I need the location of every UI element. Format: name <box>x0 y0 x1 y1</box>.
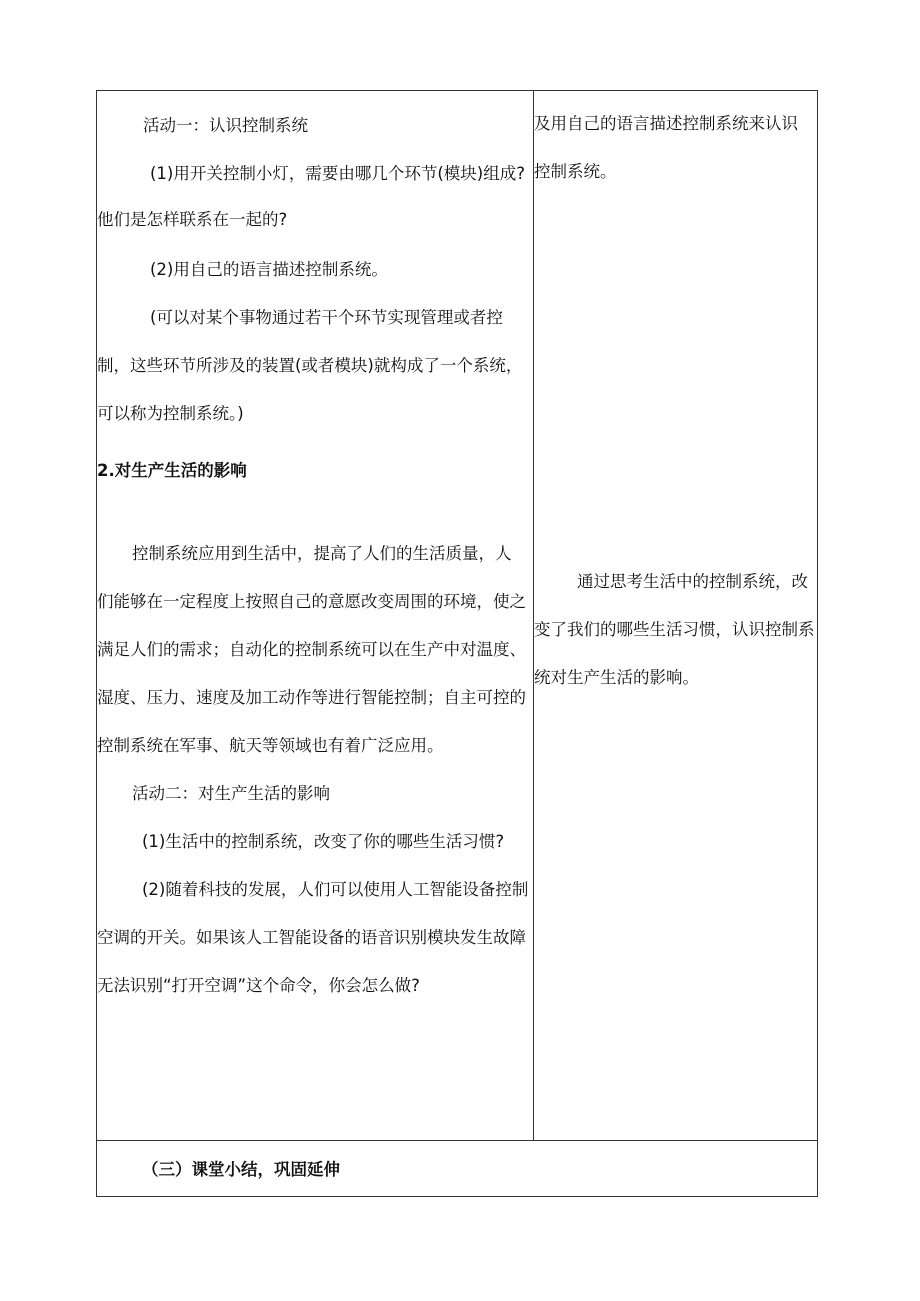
row-divider <box>97 1140 817 1141</box>
left-line-6: 制，这些环节所涉及的装置(或者模块)就构成了一个系统， <box>97 356 523 375</box>
left-line-3: 他们是怎样联系在一起的? <box>97 210 288 229</box>
left-line-14: 活动二：对生产生活的影响 <box>132 784 330 803</box>
left-line-10: 们能够在一定程度上按照自己的意愿改变周围的环境，使之 <box>97 592 526 611</box>
column-divider <box>533 91 534 1140</box>
right-line-2: 控制系统。 <box>534 162 617 181</box>
left-line-1: 活动一：认识控制系统 <box>143 116 308 135</box>
right-line-3: 通过思考生活中的控制系统，改 <box>577 572 808 591</box>
left-line-4: (2)用自己的语言描述控制系统。 <box>150 260 388 279</box>
left-line-15: (1)生活中的控制系统，改变了你的哪些生活习惯? <box>142 832 505 851</box>
right-line-5: 统对生产生活的影响。 <box>534 668 699 687</box>
left-line-13: 控制系统在军事、航天等领域也有着广泛应用。 <box>97 736 444 755</box>
right-line-1: 及用自己的语言描述控制系统来认识 <box>534 114 798 133</box>
left-line-5: (可以对某个事物通过若干个环节实现管理或者控 <box>150 308 503 327</box>
left-line-2: (1)用开关控制小灯，需要由哪几个环节(模块)组成? <box>150 164 526 183</box>
left-line-11: 满足人们的需求；自动化的控制系统可以在生产中对温度、 <box>97 640 526 659</box>
left-line-12: 湿度、压力、速度及加工动作等进行智能控制；自主可控的 <box>97 688 526 707</box>
left-line-18: 无法识别“打开空调”这个命令，你会怎么做? <box>97 976 420 995</box>
right-line-4: 变了我们的哪些生活习惯，认识控制系 <box>534 620 815 639</box>
left-line-7: 可以称为控制系统。) <box>97 404 244 423</box>
section-heading-impact: 2.对生产生活的影响 <box>97 461 247 480</box>
left-line-17: 空调的开关。如果该人工智能设备的语音识别模块发生故障 <box>97 928 526 947</box>
summary-heading: （三）课堂小结，巩固延伸 <box>142 1160 340 1179</box>
left-line-16: (2)随着科技的发展，人们可以使用人工智能设备控制 <box>142 880 529 899</box>
left-line-9: 控制系统应用到生活中，提高了人们的生活质量，人 <box>132 544 512 563</box>
